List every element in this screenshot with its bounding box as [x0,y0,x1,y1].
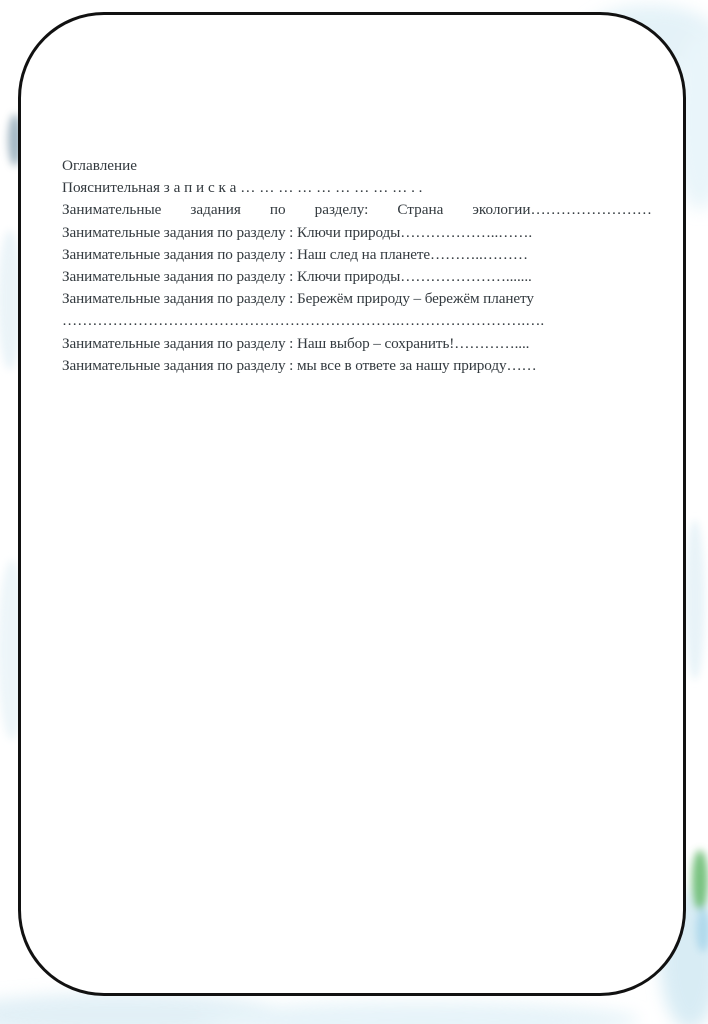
toc-entry-dot-leader: ………………………………………………………….…………………….…. [62,312,545,330]
toc-entry-our-footprint: Занимательные задания по разделу : Наш след на планете………..……… [62,245,528,263]
toc-entry-explanatory-note: Пояснительная з а п и с к а … … … … … … … … … . . [62,179,423,197]
toc-entry-responsible-for-nature: Занимательные задания по разделу : мы все в ответе за нашу природу…… [62,356,537,374]
toc-entry-our-choice: Занимательные задания по разделу : Наш выбор – сохранить!………….... [62,334,530,352]
table-of-contents [62,155,652,377]
toc-entry-keys-of-nature-2: Занимательные задания по разделу : Ключи природы…………………....... [62,268,532,285]
watercolor-right-edge [685,520,708,952]
toc-entry-protect-nature: Занимательные задания по разделу : Бережём природу – бережём планету [62,290,534,308]
toc-entry-keys-of-nature-1: Занимательные задания по разделу : Ключи природы………………..……. [62,223,533,241]
toc-heading: Оглавление [62,157,138,174]
toc-entry-ecology-country: Занимательные задания по разделу: Страна экологии…………………… [62,201,652,219]
